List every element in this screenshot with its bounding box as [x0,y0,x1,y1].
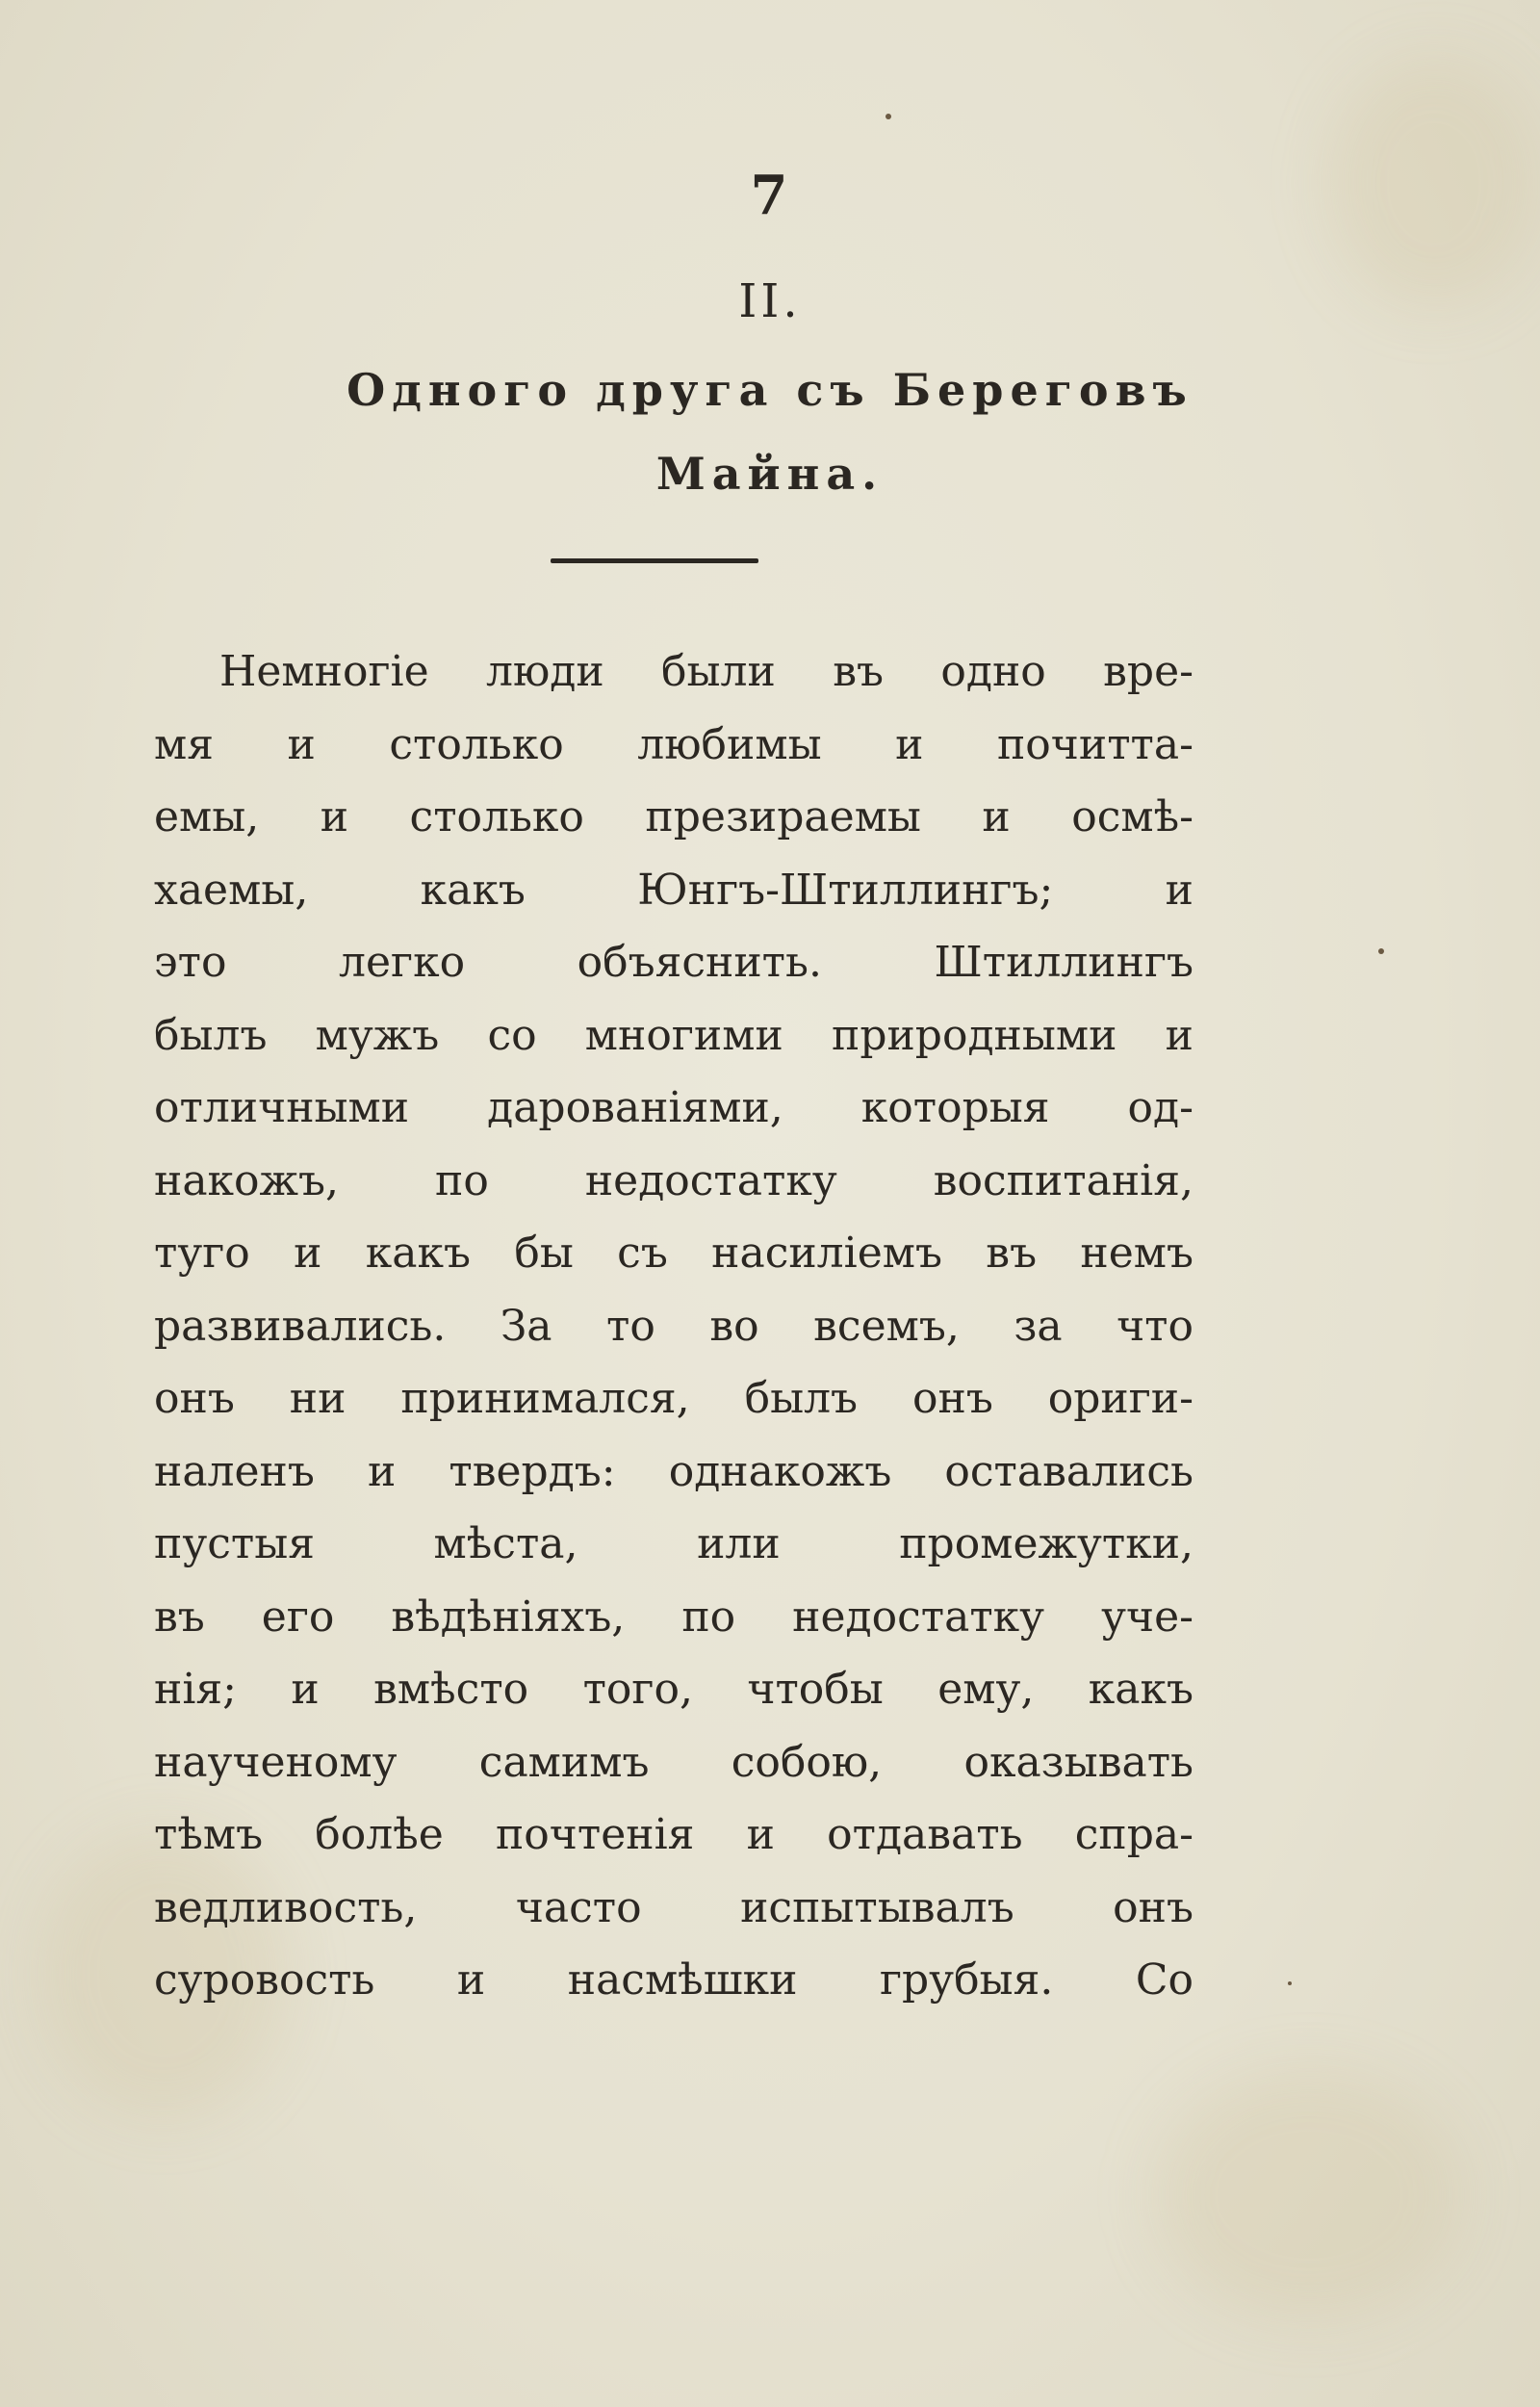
text-line: наученому самимъ собою, оказывать [154,1737,1194,1787]
ink-speck [1378,948,1384,954]
text-line: ведливость, часто испытывалъ онъ [154,1882,1194,1932]
text-line: отличными дарованіями, которыя од- [154,1083,1194,1132]
text-line: Немногіе люди были въ одно вре- [219,647,1194,696]
text-line: мя и столько любимы и почитта- [154,719,1194,769]
paper-stain [1155,2070,1463,2320]
text-line: суровость и насмѣшки грубыя. Со [154,1955,1194,2005]
text-line: нія; и вмѣсто того, чтобы ему, какъ [154,1665,1194,1714]
text-line: туго и какъ бы съ насиліемъ въ немъ [154,1229,1194,1278]
text-line: онъ ни принимался, былъ онъ ориги- [154,1374,1194,1423]
text-line: пустыя мѣста, или промежутки, [154,1519,1194,1568]
chapter-heading-line-1: Одного друга съ Береговъ [346,364,1194,416]
heading-rule [551,558,758,563]
section-number: II. [738,274,802,328]
page-number: 7 [750,164,790,227]
text-line: былъ мужъ со многими природными и [154,1010,1194,1060]
text-line: въ его вѣдѣніяхъ, по недостатку уче- [154,1592,1194,1642]
text-line: развивались. За то во всемъ, за что [154,1301,1194,1351]
text-line: тѣмъ болѣе почтенія и отдавать спра- [154,1810,1194,1859]
ink-speck [1288,1981,1292,1985]
text-line: емы, и столько презираемы и осмѣ- [154,792,1194,841]
text-line: это легко объяснить. Штиллингъ [154,938,1194,987]
chapter-heading-line-2: Майна. [655,448,885,500]
body-text [154,635,1194,2017]
ink-speck [886,114,891,119]
text-line: накожъ, по недостатку воспитанія, [154,1155,1194,1205]
text-line: наленъ и твердъ: однакожъ оставались [154,1446,1194,1496]
text-line: хаемы, какъ Юнгъ-Штиллингъ; и [154,865,1194,915]
